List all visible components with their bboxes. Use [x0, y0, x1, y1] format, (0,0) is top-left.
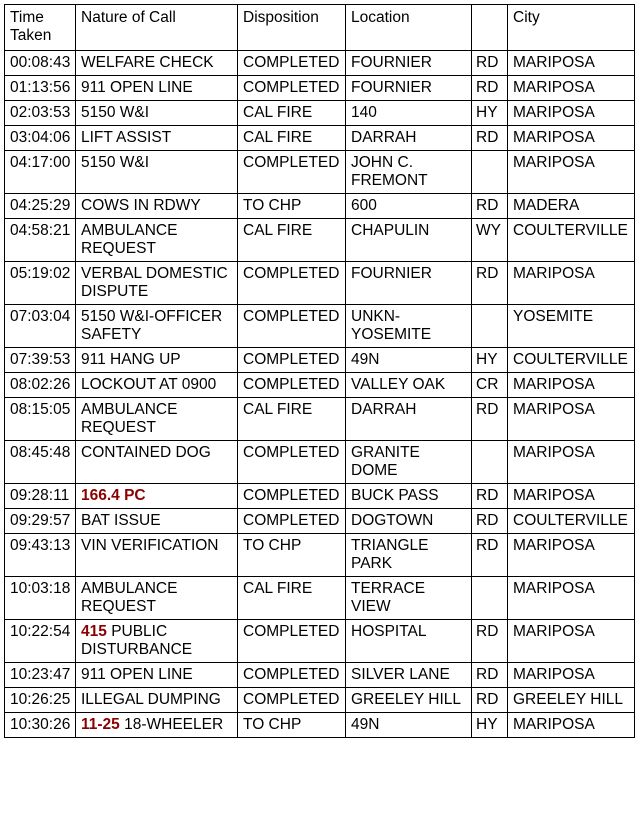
cell-nature: [76, 51, 238, 76]
header-location: Location: [346, 5, 472, 51]
cell-city: MARIPOSA: [508, 484, 635, 509]
cell-disposition: COMPLETED: [238, 620, 346, 663]
table-row: [5, 577, 635, 620]
cell-city: MARIPOSA: [508, 76, 635, 101]
cell-time: 04:25:29: [5, 194, 76, 219]
nature-text: ILLEGAL DUMPING: [81, 691, 221, 708]
cell-city: MARIPOSA: [508, 373, 635, 398]
cell-city: MARIPOSA: [508, 713, 635, 738]
cell-suffix: RD: [472, 51, 508, 76]
cell-suffix: [472, 305, 508, 348]
cell-city: MARIPOSA: [508, 398, 635, 441]
cell-suffix: RD: [472, 398, 508, 441]
nature-text: WELFARE CHECK: [81, 54, 214, 71]
cell-location: 140: [346, 101, 472, 126]
cell-disposition: CAL FIRE: [238, 219, 346, 262]
cell-city: GREELEY HILL: [508, 688, 635, 713]
cell-time: 10:30:26: [5, 713, 76, 738]
cell-disposition: TO CHP: [238, 534, 346, 577]
cell-location: VALLEY OAK: [346, 373, 472, 398]
cell-location: UNKN-YOSEMITE: [346, 305, 472, 348]
cell-suffix: HY: [472, 101, 508, 126]
nature-text: 5150 W&I-OFFICER SAFETY: [81, 308, 223, 343]
cell-location: HOSPITAL: [346, 620, 472, 663]
call-log-table: [4, 4, 635, 738]
nature-text: AMBULANCE REQUEST: [81, 401, 178, 436]
cell-nature: [76, 76, 238, 101]
cell-location: JOHN C. FREMONT: [346, 151, 472, 194]
nature-text: 5150 W&I: [81, 104, 150, 121]
cell-location: FOURNIER: [346, 51, 472, 76]
table-row: [5, 398, 635, 441]
table-row: [5, 620, 635, 663]
cell-city: YOSEMITE: [508, 305, 635, 348]
nature-text: PUBLIC DISTURBANCE: [81, 623, 193, 658]
cell-location: DARRAH: [346, 126, 472, 151]
cell-disposition: TO CHP: [238, 713, 346, 738]
cell-nature: [76, 194, 238, 219]
cell-city: COULTERVILLE: [508, 509, 635, 534]
cell-city: COULTERVILLE: [508, 348, 635, 373]
offense-code: 166.4 PC: [81, 487, 146, 504]
cell-location: BUCK PASS: [346, 484, 472, 509]
table-row: [5, 688, 635, 713]
cell-location: 49N: [346, 713, 472, 738]
cell-disposition: COMPLETED: [238, 348, 346, 373]
cell-time: 01:13:56: [5, 76, 76, 101]
cell-disposition: CAL FIRE: [238, 101, 346, 126]
cell-city: MARIPOSA: [508, 577, 635, 620]
cell-disposition: COMPLETED: [238, 441, 346, 484]
cell-location: 49N: [346, 348, 472, 373]
cell-location: DOGTOWN: [346, 509, 472, 534]
cell-disposition: COMPLETED: [238, 76, 346, 101]
cell-nature: [76, 534, 238, 577]
nature-text: VIN VERIFICATION: [81, 537, 219, 554]
table-row: [5, 51, 635, 76]
call-log: [4, 4, 635, 738]
table-row: [5, 101, 635, 126]
cell-time: 10:22:54: [5, 620, 76, 663]
cell-time: 09:28:11: [5, 484, 76, 509]
cell-city: MARIPOSA: [508, 441, 635, 484]
cell-disposition: COMPLETED: [238, 663, 346, 688]
nature-text: AMBULANCE REQUEST: [81, 222, 178, 257]
nature-text: LIFT ASSIST: [81, 129, 172, 146]
cell-location: DARRAH: [346, 398, 472, 441]
cell-city: MARIPOSA: [508, 51, 635, 76]
cell-disposition: CAL FIRE: [238, 577, 346, 620]
cell-time: 10:26:25: [5, 688, 76, 713]
cell-time: 08:02:26: [5, 373, 76, 398]
cell-time: 02:03:53: [5, 101, 76, 126]
cell-location: FOURNIER: [346, 262, 472, 305]
offense-code: 415: [81, 623, 107, 640]
cell-city: MARIPOSA: [508, 620, 635, 663]
nature-text: 911 OPEN LINE: [81, 79, 193, 96]
nature-text: BAT ISSUE: [81, 512, 161, 529]
cell-suffix: RD: [472, 126, 508, 151]
cell-suffix: RD: [472, 620, 508, 663]
cell-suffix: [472, 151, 508, 194]
cell-suffix: HY: [472, 348, 508, 373]
cell-city: MARIPOSA: [508, 534, 635, 577]
cell-disposition: COMPLETED: [238, 373, 346, 398]
cell-city: MARIPOSA: [508, 101, 635, 126]
nature-text: 18-WHEELER: [124, 716, 224, 733]
cell-time: 04:58:21: [5, 219, 76, 262]
table-row: [5, 713, 635, 738]
cell-suffix: RD: [472, 663, 508, 688]
cell-disposition: COMPLETED: [238, 688, 346, 713]
cell-disposition: COMPLETED: [238, 151, 346, 194]
cell-location: GREELEY HILL: [346, 688, 472, 713]
table-row: [5, 373, 635, 398]
header-nature: Nature of Call: [76, 5, 238, 51]
cell-city: MARIPOSA: [508, 151, 635, 194]
cell-suffix: CR: [472, 373, 508, 398]
table-row: [5, 76, 635, 101]
nature-text: CONTAINED DOG: [81, 444, 211, 461]
header-row: [5, 5, 635, 51]
cell-suffix: RD: [472, 688, 508, 713]
cell-disposition: COMPLETED: [238, 305, 346, 348]
nature-text: COWS IN RDWY: [81, 197, 201, 214]
cell-suffix: HY: [472, 713, 508, 738]
cell-time: 08:15:05: [5, 398, 76, 441]
cell-time: 03:04:06: [5, 126, 76, 151]
cell-suffix: RD: [472, 194, 508, 219]
header-time: Time Taken: [5, 5, 76, 51]
cell-disposition: COMPLETED: [238, 509, 346, 534]
cell-nature: [76, 663, 238, 688]
table-row: [5, 262, 635, 305]
cell-location: TRIANGLE PARK: [346, 534, 472, 577]
cell-nature: [76, 151, 238, 194]
cell-time: 04:17:00: [5, 151, 76, 194]
cell-city: MADERA: [508, 194, 635, 219]
cell-disposition: CAL FIRE: [238, 126, 346, 151]
cell-nature: [76, 484, 238, 509]
table-row: [5, 219, 635, 262]
cell-disposition: COMPLETED: [238, 262, 346, 305]
table-row: [5, 484, 635, 509]
cell-location: CHAPULIN: [346, 219, 472, 262]
table-row: [5, 151, 635, 194]
cell-city: MARIPOSA: [508, 663, 635, 688]
nature-text: VERBAL DOMESTIC DISPUTE: [81, 265, 228, 300]
cell-location: FOURNIER: [346, 76, 472, 101]
cell-nature: [76, 348, 238, 373]
cell-disposition: COMPLETED: [238, 51, 346, 76]
cell-suffix: RD: [472, 76, 508, 101]
cell-city: MARIPOSA: [508, 126, 635, 151]
cell-location: GRANITE DOME: [346, 441, 472, 484]
cell-nature: [76, 713, 238, 738]
cell-suffix: RD: [472, 484, 508, 509]
nature-text: 911 HANG UP: [81, 351, 181, 368]
cell-nature: [76, 398, 238, 441]
cell-disposition: TO CHP: [238, 194, 346, 219]
cell-nature: [76, 577, 238, 620]
table-row: [5, 348, 635, 373]
cell-nature: [76, 305, 238, 348]
cell-city: COULTERVILLE: [508, 219, 635, 262]
cell-location: TERRACE VIEW: [346, 577, 472, 620]
cell-suffix: WY: [472, 219, 508, 262]
table-row: [5, 509, 635, 534]
cell-suffix: [472, 441, 508, 484]
nature-text: AMBULANCE REQUEST: [81, 580, 178, 615]
cell-location: SILVER LANE: [346, 663, 472, 688]
cell-disposition: COMPLETED: [238, 484, 346, 509]
cell-suffix: RD: [472, 262, 508, 305]
header-disposition: Disposition: [238, 5, 346, 51]
cell-nature: [76, 126, 238, 151]
cell-time: 08:45:48: [5, 441, 76, 484]
nature-text: 911 OPEN LINE: [81, 666, 193, 683]
cell-time: 10:03:18: [5, 577, 76, 620]
cell-suffix: RD: [472, 534, 508, 577]
table-row: [5, 305, 635, 348]
cell-time: 09:29:57: [5, 509, 76, 534]
table-row: [5, 126, 635, 151]
cell-time: 09:43:13: [5, 534, 76, 577]
nature-text: 5150 W&I: [81, 154, 150, 171]
cell-time: 07:39:53: [5, 348, 76, 373]
table-row: [5, 534, 635, 577]
cell-time: 05:19:02: [5, 262, 76, 305]
cell-nature: [76, 688, 238, 713]
cell-nature: [76, 509, 238, 534]
cell-suffix: RD: [472, 509, 508, 534]
offense-code: 11-25: [81, 716, 120, 733]
cell-time: 07:03:04: [5, 305, 76, 348]
cell-nature: [76, 262, 238, 305]
cell-nature: [76, 620, 238, 663]
call-log-body: [5, 51, 635, 738]
cell-suffix: [472, 577, 508, 620]
table-row: [5, 441, 635, 484]
cell-nature: [76, 101, 238, 126]
cell-nature: [76, 373, 238, 398]
nature-text: LOCKOUT AT 0900: [81, 376, 217, 393]
cell-time: 00:08:43: [5, 51, 76, 76]
header-city: City: [508, 5, 635, 51]
header-suffix: [472, 5, 508, 51]
cell-disposition: CAL FIRE: [238, 398, 346, 441]
cell-city: MARIPOSA: [508, 262, 635, 305]
cell-location: 600: [346, 194, 472, 219]
table-row: [5, 663, 635, 688]
cell-time: 10:23:47: [5, 663, 76, 688]
cell-nature: [76, 441, 238, 484]
cell-nature: [76, 219, 238, 262]
table-row: [5, 194, 635, 219]
